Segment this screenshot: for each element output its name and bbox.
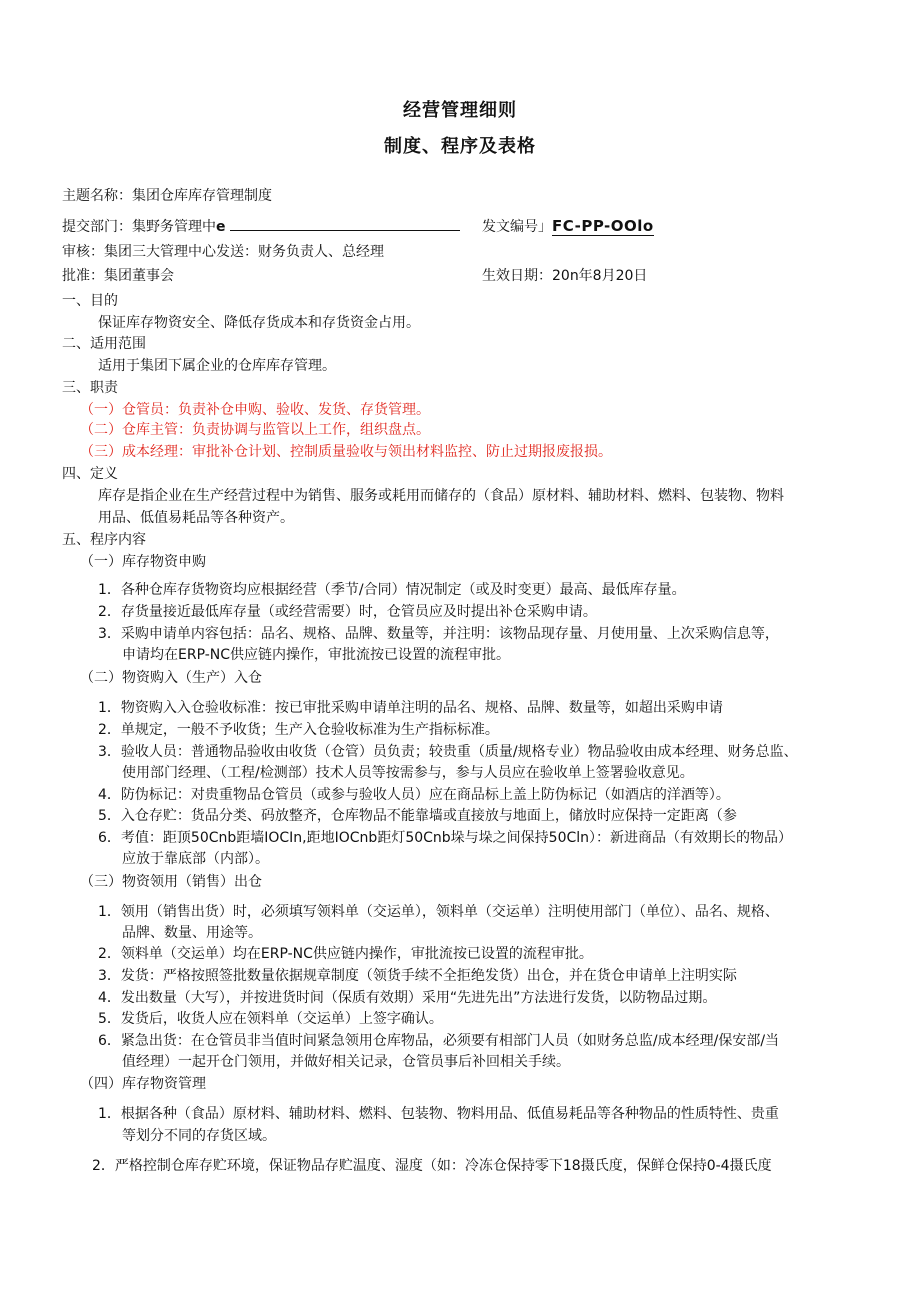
list-item: 6．考值：距顶50Cnb距墙IOCIn,距地IOCnb距灯50Cnb垛与垛之间保持50Cln）：新进商品（有效期长的物品） — [98, 830, 793, 846]
list-item: 1．根据各种（食品）原材料、辅助材料、燃料、包装物、物料用品、低值易耗品等各种物品的性质特性、贵重 — [98, 1106, 779, 1122]
list-item-cont: 品牌、数量、用途等。 — [122, 925, 262, 941]
list-item: 2．存货量接近最低库存量（或经营需要）时，仓管员应及时提出补仓采购申请。 — [98, 604, 597, 620]
section-1-title: 一、目的 — [62, 293, 118, 309]
doc-number-label: 发文编号」 — [482, 219, 552, 235]
doc-number: FC-PP-OOlo — [552, 217, 654, 235]
subsection-title: （四）库存物资管理 — [80, 1076, 206, 1092]
subsection-title: （二）物资购入（生产）入仓 — [80, 670, 262, 686]
section-2-title: 二、适用范围 — [62, 336, 146, 352]
list-item: 2．领料单（交运单）均在ERP-NC供应链内操作，审批流按已设置的流程审批。 — [98, 946, 593, 962]
dept-label: 提交部门：集野务管理中 — [62, 219, 216, 235]
list-item: 3．验收人员：普通物品验收由收货（仓管）员负责；较贵重（质量/规格专业）物品验收由成本经理、财务总监、 — [98, 744, 798, 760]
list-item: 4．防伪标记：对贵重物品仓管员（或参与验收人员）应在商品标上盖上防伪标记（如酒店的洋酒等）。 — [98, 787, 730, 803]
section-2-text: 适用于集团下属企业的仓库库存管理。 — [98, 358, 336, 374]
subsection-title: （三）物资领用（销售）出仓 — [80, 874, 262, 890]
dept-line — [62, 216, 460, 237]
list-item: 3．采购申请单内容包括：品名、规格、品牌、数量等，并注明：该物品现存量、月使用量、上次采购信息等， — [98, 626, 779, 642]
doc-number-line — [482, 216, 654, 237]
section-4-text: 用品、低值易耗品等各种资产。 — [98, 510, 294, 526]
list-item: 5．发货后，收货人应在领料单（交运单）上签字确认。 — [98, 1011, 443, 1027]
list-item: 1．物资购入入仓验收标准：按已审批采购申请单注明的品名、规格、品牌、数量等，如超出采购申请 — [98, 700, 723, 716]
list-item: 4．发出数量（大写），并按进货时间（保质有效期）采用“先进先出”方法进行发货，以防物品过期。 — [98, 990, 717, 1006]
effective-date: 生效日期：20n年8月20日 — [482, 268, 648, 284]
list-item-cont: 值经理）一起开仓门领用，并做好相关记录，仓管员事后补回相关手续。 — [122, 1054, 570, 1070]
approve-line: 批准：集团董事会 — [62, 268, 174, 284]
list-item: 6．紧急出货：在仓管员非当值时间紧急领用仓库物品，必须要有相部门人员（如财务总监/成本经理/保安部/当 — [98, 1033, 780, 1049]
document-subtitle: 制度、程序及表格 — [384, 136, 536, 157]
section-4-text: 库存是指企业在生产经营过程中为销售、服务或耗用而储存的（食品）原材料、辅助材料、燃料、包装物、物料 — [98, 488, 784, 504]
review-line: 审核：集团三大管理中心发送：财务负责人、总经理 — [62, 244, 384, 260]
section-5-title: 五、程序内容 — [62, 532, 146, 548]
subject-line: 主题名称：集团仓库库存管理制度 — [62, 188, 272, 204]
dept-suffix: e — [216, 219, 226, 235]
list-item: 2．单规定，一般不予收货；生产入仓验收标准为生产指标标准。 — [98, 722, 499, 738]
list-item-cont: 使用部门经理、（工程/检测部）技术人员等按需参与，参与人员应在验收单上签署验收意见。 — [122, 765, 694, 781]
list-item-cont: 应放于靠底部（内部）。 — [122, 851, 269, 867]
list-item-cont: 等划分不同的存货区域。 — [122, 1128, 276, 1144]
dept-underline — [230, 216, 460, 231]
list-item: 2．严格控制仓库存贮环境，保证物品存贮温度、湿度（如：冷冻仓保持零下18摄氏度，保鲜仓保持0-4摄氏度 — [92, 1158, 772, 1174]
list-item: 5．入仓存贮：货品分类、码放整齐，仓库物品不能靠墙或直接放与地面上，储放时应保持一定距离（参 — [98, 808, 737, 824]
list-item: 1．领用（销售出货）时，必须填写领料单（交运单），领料单（交运单）注明使用部门（单位）、品名、规格、 — [98, 904, 779, 920]
list-item: 1．各种仓库存货物资均应根据经营（季节/合同）情况制定（或及时变更）最高、最低库存量。 — [98, 582, 686, 598]
duty-item: （三）成本经理：审批补仓计划、控制质量验收与领出材料监控、防止过期报废报损。 — [80, 444, 612, 460]
duty-item: （一）仓管员：负责补仓申购、验收、发货、存货管理。 — [80, 402, 430, 418]
section-4-title: 四、定义 — [62, 466, 118, 482]
document-title: 经营管理细则 — [403, 100, 517, 121]
duty-item: （二）仓库主管：负责协调与监管以上工作，组织盘点。 — [80, 422, 430, 438]
list-item-cont: 申请均在ERP-NC供应链内操作，审批流按已设置的流程审批。 — [122, 647, 511, 663]
section-1-text: 保证库存物资安全、降低存货成本和存货资金占用。 — [98, 315, 420, 331]
list-item: 3．发货：严格按照签批数量依据规章制度（领货手续不全拒绝发货）出仓，并在货仓申请单上注明实际 — [98, 968, 737, 984]
subsection-title: （一）库存物资申购 — [80, 554, 206, 570]
section-3-title: 三、职责 — [62, 380, 118, 396]
